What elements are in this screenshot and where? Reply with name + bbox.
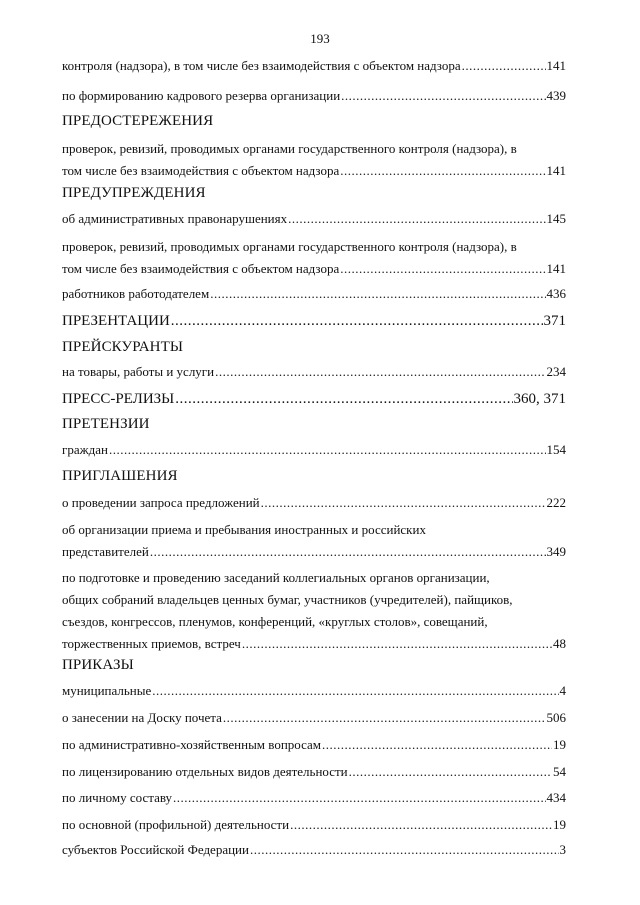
- page-reference: 48: [553, 636, 566, 651]
- leader-dots: [171, 312, 543, 330]
- leader-dots: [150, 543, 546, 561]
- index-entry: [62, 363, 566, 381]
- leader-dots: [215, 363, 545, 381]
- entry-text: по личному составу: [62, 790, 173, 805]
- entry-text: о занесении на Доску почета: [62, 710, 222, 725]
- leader-dots: [223, 709, 546, 727]
- entry-text: торжественных приемов, встреч: [62, 636, 241, 651]
- index-entry: [62, 87, 566, 105]
- leader-dots: [340, 260, 545, 278]
- index-heading: ПРЕЙСКУРАНТЫ: [62, 339, 184, 355]
- page-reference: 436: [546, 286, 566, 301]
- index-entry: [62, 57, 566, 75]
- page-number: 193: [310, 31, 330, 46]
- leader-dots: [290, 816, 552, 834]
- page-reference: 439: [546, 88, 566, 103]
- index-entry: [62, 763, 566, 781]
- index-entry: [62, 285, 566, 303]
- leader-dots: [173, 789, 545, 807]
- index-entry: [62, 569, 566, 653]
- page-reference: 349: [546, 544, 566, 559]
- index-entry: [62, 390, 566, 408]
- page-reference: 154: [546, 442, 566, 457]
- index-heading: ПРИГЛАШЕНИЯ: [62, 468, 178, 484]
- index-entry: [62, 682, 566, 700]
- entry-text: по лицензированию отдельных видов деятельности: [62, 764, 348, 779]
- index-entry: [62, 789, 566, 807]
- entry-text: работников работодателем: [62, 286, 210, 301]
- page-reference: 3: [559, 842, 566, 857]
- page-reference: 506: [546, 710, 566, 725]
- page-reference: 371: [543, 313, 566, 329]
- entry-text: ПРЕЗЕНТАЦИИ: [62, 313, 170, 329]
- leader-dots: [462, 57, 546, 75]
- page-reference: 19: [553, 817, 566, 832]
- page-reference: 141: [546, 58, 566, 73]
- index-entry: [62, 736, 566, 754]
- page-reference: 141: [546, 261, 566, 276]
- index-entry: [62, 521, 566, 561]
- entry-text: по административно-хозяйственным вопросам: [62, 737, 322, 752]
- index-entry: [62, 140, 566, 180]
- entry-text: том числе без взаимодействия с объектом надзора: [62, 261, 340, 276]
- page-reference: 19: [553, 737, 566, 752]
- index-heading: ПРЕТЕНЗИИ: [62, 416, 150, 432]
- entry-text: граждан: [62, 442, 108, 457]
- index-entry: [62, 494, 566, 512]
- leader-dots: [288, 210, 545, 228]
- page-reference: 141: [546, 163, 566, 178]
- leader-dots: [340, 162, 545, 180]
- entry-text: субъектов Российской Федерации: [62, 842, 249, 857]
- leader-dots: [242, 635, 552, 653]
- entry-text: проверок, ревизий, проводимых органами государственного контроля (надзора), в: [62, 141, 517, 156]
- index-heading: ПРИКАЗЫ: [62, 657, 134, 673]
- leader-dots: [322, 736, 552, 754]
- index-entry: [62, 441, 566, 459]
- entry-text: проверок, ревизий, проводимых органами государственного контроля (надзора), в: [62, 239, 517, 254]
- index-entry: [62, 210, 566, 228]
- entry-text: по основной (профильной) деятельности: [62, 817, 290, 832]
- entry-text: ПРЕСС-РЕЛИЗЫ: [62, 391, 175, 407]
- entry-text: представителей: [62, 544, 149, 559]
- page-reference: 434: [546, 790, 566, 805]
- index-entry: [62, 816, 566, 834]
- entry-text: контроля (надзора), в том числе без взаимодействия с объектом надзора: [62, 58, 461, 73]
- index-entry: [62, 709, 566, 727]
- page-reference: 4: [559, 683, 566, 698]
- leader-dots: [175, 390, 512, 408]
- entry-text: съездов, конгрессов, пленумов, конференций, «круглых столов», совещаний,: [62, 614, 488, 629]
- entry-text: том числе без взаимодействия с объектом надзора: [62, 163, 340, 178]
- entry-text: об административных правонарушениях: [62, 211, 288, 226]
- page-reference: 234: [546, 364, 566, 379]
- entry-text: об организации приема и пребывания иностранных и российских: [62, 522, 426, 537]
- index-heading: ПРЕДОСТЕРЕЖЕНИЯ: [62, 113, 214, 129]
- leader-dots: [152, 682, 558, 700]
- entry-text: о проведении запроса предложений: [62, 495, 260, 510]
- leader-dots: [349, 763, 552, 781]
- index-entry: [62, 841, 566, 859]
- index-entry: [62, 238, 566, 278]
- entry-text: общих собраний владельцев ценных бумаг, участников (учредителей), пайщиков,: [62, 592, 513, 607]
- leader-dots: [341, 87, 545, 105]
- page-reference: 54: [553, 764, 566, 779]
- leader-dots: [261, 494, 546, 512]
- entry-text: на товары, работы и услуги: [62, 364, 215, 379]
- entry-text: по подготовке и проведению заседаний коллегиальных органов организации,: [62, 570, 490, 585]
- entry-text: по формированию кадрового резерва организации: [62, 88, 341, 103]
- page-reference: 145: [546, 211, 566, 226]
- index-heading: ПРЕДУПРЕЖДЕНИЯ: [62, 185, 206, 201]
- entry-text: муниципальные: [62, 683, 152, 698]
- page-reference: 222: [546, 495, 566, 510]
- leader-dots: [250, 841, 559, 859]
- leader-dots: [210, 285, 545, 303]
- index-entry: [62, 312, 566, 330]
- leader-dots: [109, 441, 546, 459]
- page-reference: 360, 371: [513, 391, 566, 407]
